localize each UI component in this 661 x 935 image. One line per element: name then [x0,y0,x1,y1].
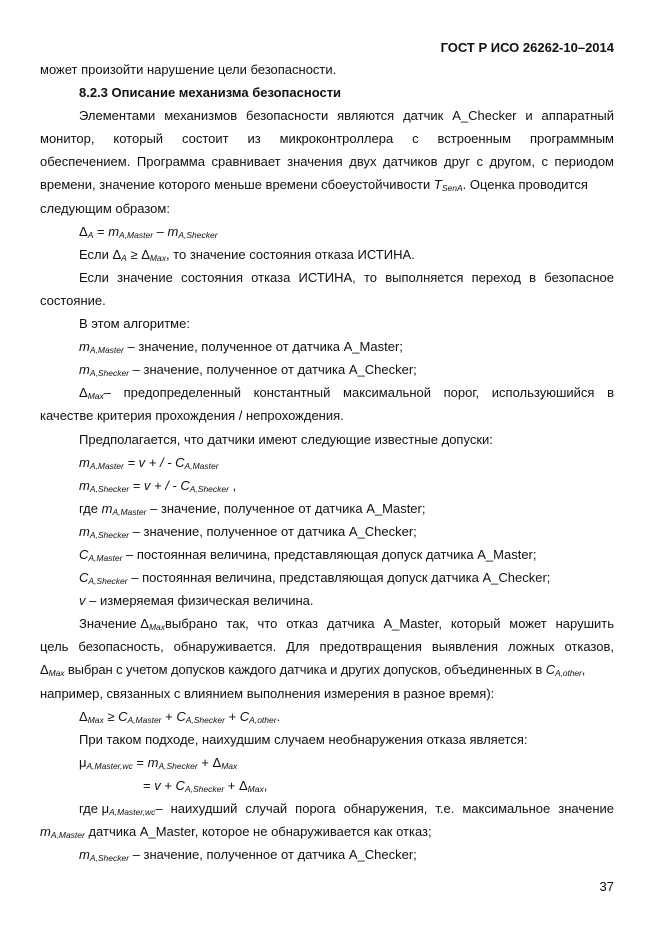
page-header: ГОСТ Р ИСО 26262-10–2014 [440,40,614,55]
definition-line: $m_{A,Shecker}$ – значение, полученное от датчика A_Checker; [79,362,417,379]
text-line: Предполагается, что датчики имеют следующие известные допуски: [79,431,493,447]
text-line: Если значение состояния отказа ИСТИНА, то выполняется переход в безопасное [79,269,614,285]
formula-line: $\mu_{A,Master,wc} = m_{A,Shecker} + \Delta_{Max}$ [79,754,238,771]
definition-line: $m_{A,Master}$ – значение, полученное от датчика A_Master; [79,339,403,356]
text-line: например, связанных с влиянием выполнения измерения в разное время): [40,685,495,701]
formula-line: $m_{A,Shecker} = v$ + / - $C_{A,Shecker}$ , [79,477,237,494]
text-line: состояние. [40,292,106,308]
text-line: времени, значение которого меньше времени сбоеустойчивости $T_{SenA}$. Оценка проводится [40,177,588,194]
text-line: Значение $\Delta_{Max}$ выбрано так, что отказ датчика A_Master, который может нарушить [79,616,614,633]
document-body [40,58,614,866]
text-line: обеспечением. Программа сравнивает значения двух датчиков друг с другом, с периодом [40,154,614,170]
text-line: Элементами механизмов безопасности являются датчик A_Checker и аппаратный [79,108,614,124]
definition-line: $m_{A,Shecker}$ – значение, полученное от датчика A_Checker; [79,523,417,540]
text-line: следующим образом: [40,200,170,216]
section-heading: 8.2.3 Описание механизма безопасности [79,85,342,101]
definition-line: v – измеряемая физическая величина. [79,593,314,609]
text-line: монитор, который состоит из микроконтроллера с встроенным программным [40,131,614,147]
definition-line: $C_{A,Master}$ – постоянная величина, представляющая допуск датчика A_Master; [79,546,537,563]
text-line: может произойти нарушение цели безопасности. [40,62,337,77]
formula-line: $\Delta_{Max} \ge C_{A,Master} + C_{A,Shecker} + C_{A,other}$. [79,708,281,725]
page-number: 37 [599,879,614,894]
text-line: качестве критерия прохождения / непрохождения. [40,408,344,424]
text-line: $m_{A,Master}$ датчика A_Master, которое не обнаруживается как отказ; [40,824,432,841]
definition-line: $C_{A,Shecker}$ – постоянная величина, представляющая допуск датчика A_Checker; [79,570,551,587]
formula-line: $m_{A,Master} = v$ + / - $C_{A,Master}$ [79,454,219,471]
formula-line: $\Delta_A = m_{A,Master} - m_{A,Shecker}$ [79,223,218,240]
definition-line: где $m_{A,Master}$ – значение, полученное от датчика A_Master; [79,500,426,517]
text-line: Если $\Delta_A \ge \Delta_{Max}$, то значение состояния отказа ИСТИНА. [79,246,415,263]
text-line: где $\mu_{A,Master,wc}$ – наихудший случай порога обнаружения, т.е. максимальное значение [79,801,614,817]
text-line: В этом алгоритме: [79,316,190,332]
definition-line: $m_{A,Shecker}$ – значение, полученное от датчика A_Checker; [79,847,417,864]
text-line: При таком подходе, наихудшим случаем необнаружения отказа является: [79,731,528,747]
text-line: цель безопасность, обнаруживается. Для предотвращения выявления ложных отказов, [40,639,614,655]
text-line: $\Delta_{Max}$ выбран с учетом допусков каждого датчика и других допусков, объединенных в $C_{A,other}$, [40,662,586,679]
definition-line: $\Delta_{Max}$ – предопределенный константный максимальной порог, используюшийся в [79,385,614,402]
formula-line: = $v + C_{A,Shecker} + \Delta_{Max}$, [143,777,268,794]
